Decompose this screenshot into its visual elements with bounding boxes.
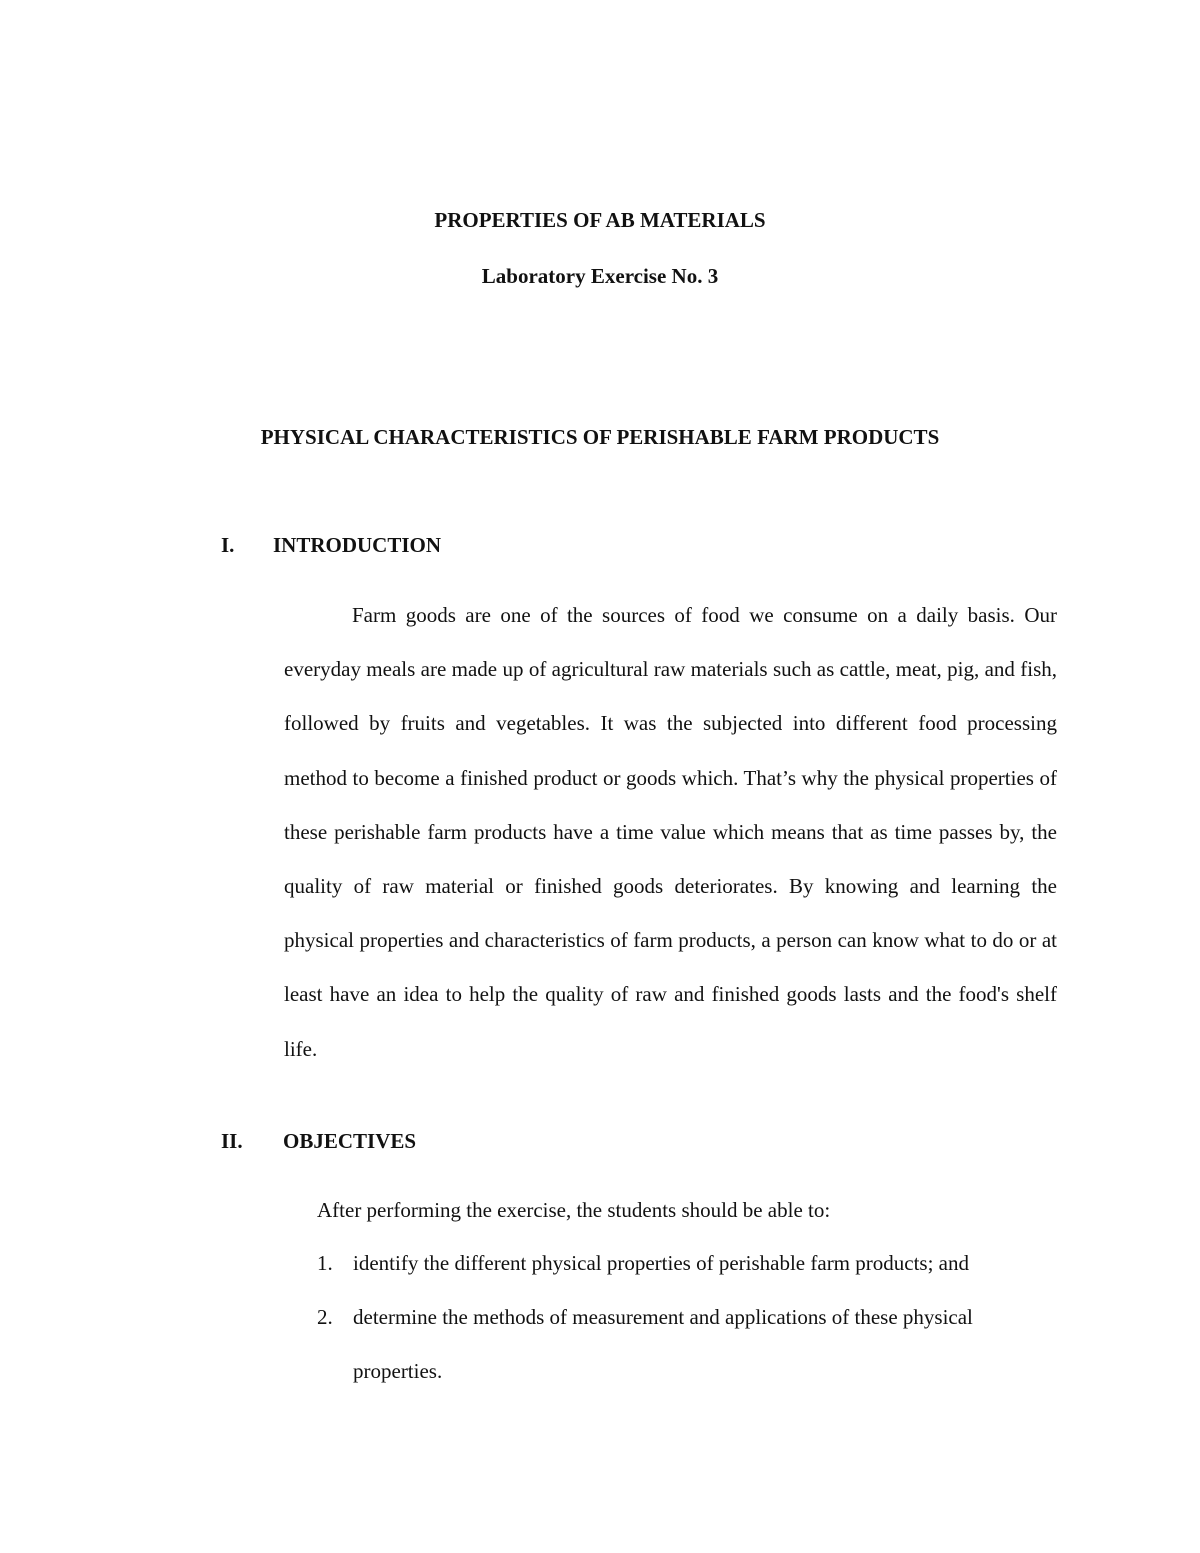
objectives-lead: After performing the exercise, the students should be able to:	[317, 1198, 831, 1222]
document-subtitle: Laboratory Exercise No. 3	[481, 264, 719, 288]
introduction-paragraph: Farm goods are one of the sources of food we consume on a daily basis. Our everyday meals are made up of agricultural raw materials such as cattle, meat, pig, and fish, followed by fruits and vegetables. It was the subjected into different food processing method to become a finished product or goods which. That’s why the physical properties of these perishable farm products have a time value which means that as time passes by, the quality of raw material or finished goods deteriorates. By knowing and learning the physical properties and characteristics of farm products, a person can know what to do or at least have an idea to help the quality of raw and finished goods lasts and the food's shelf life.	[284, 603, 1057, 1061]
list-item-number: 1.	[317, 1251, 333, 1275]
section-number: II.	[221, 1129, 243, 1153]
section-title: INTRODUCTION	[273, 533, 442, 557]
list-item-text: identify the different physical properties of perishable farm products; and	[353, 1251, 969, 1275]
objectives-list	[317, 1236, 1057, 1399]
section-number: I.	[221, 533, 235, 557]
list-item	[317, 1236, 1057, 1290]
section-title: OBJECTIVES	[283, 1129, 417, 1153]
list-item-number: 2.	[317, 1305, 333, 1330]
list-item-text: determine the methods of measurement and applications of these physical properties.	[353, 1305, 973, 1384]
document-heading: PHYSICAL CHARACTERISTICS OF PERISHABLE FARM PRODUCTS	[260, 425, 940, 449]
list-item	[317, 1290, 1057, 1398]
document-title: PROPERTIES OF AB MATERIALS	[434, 208, 766, 232]
